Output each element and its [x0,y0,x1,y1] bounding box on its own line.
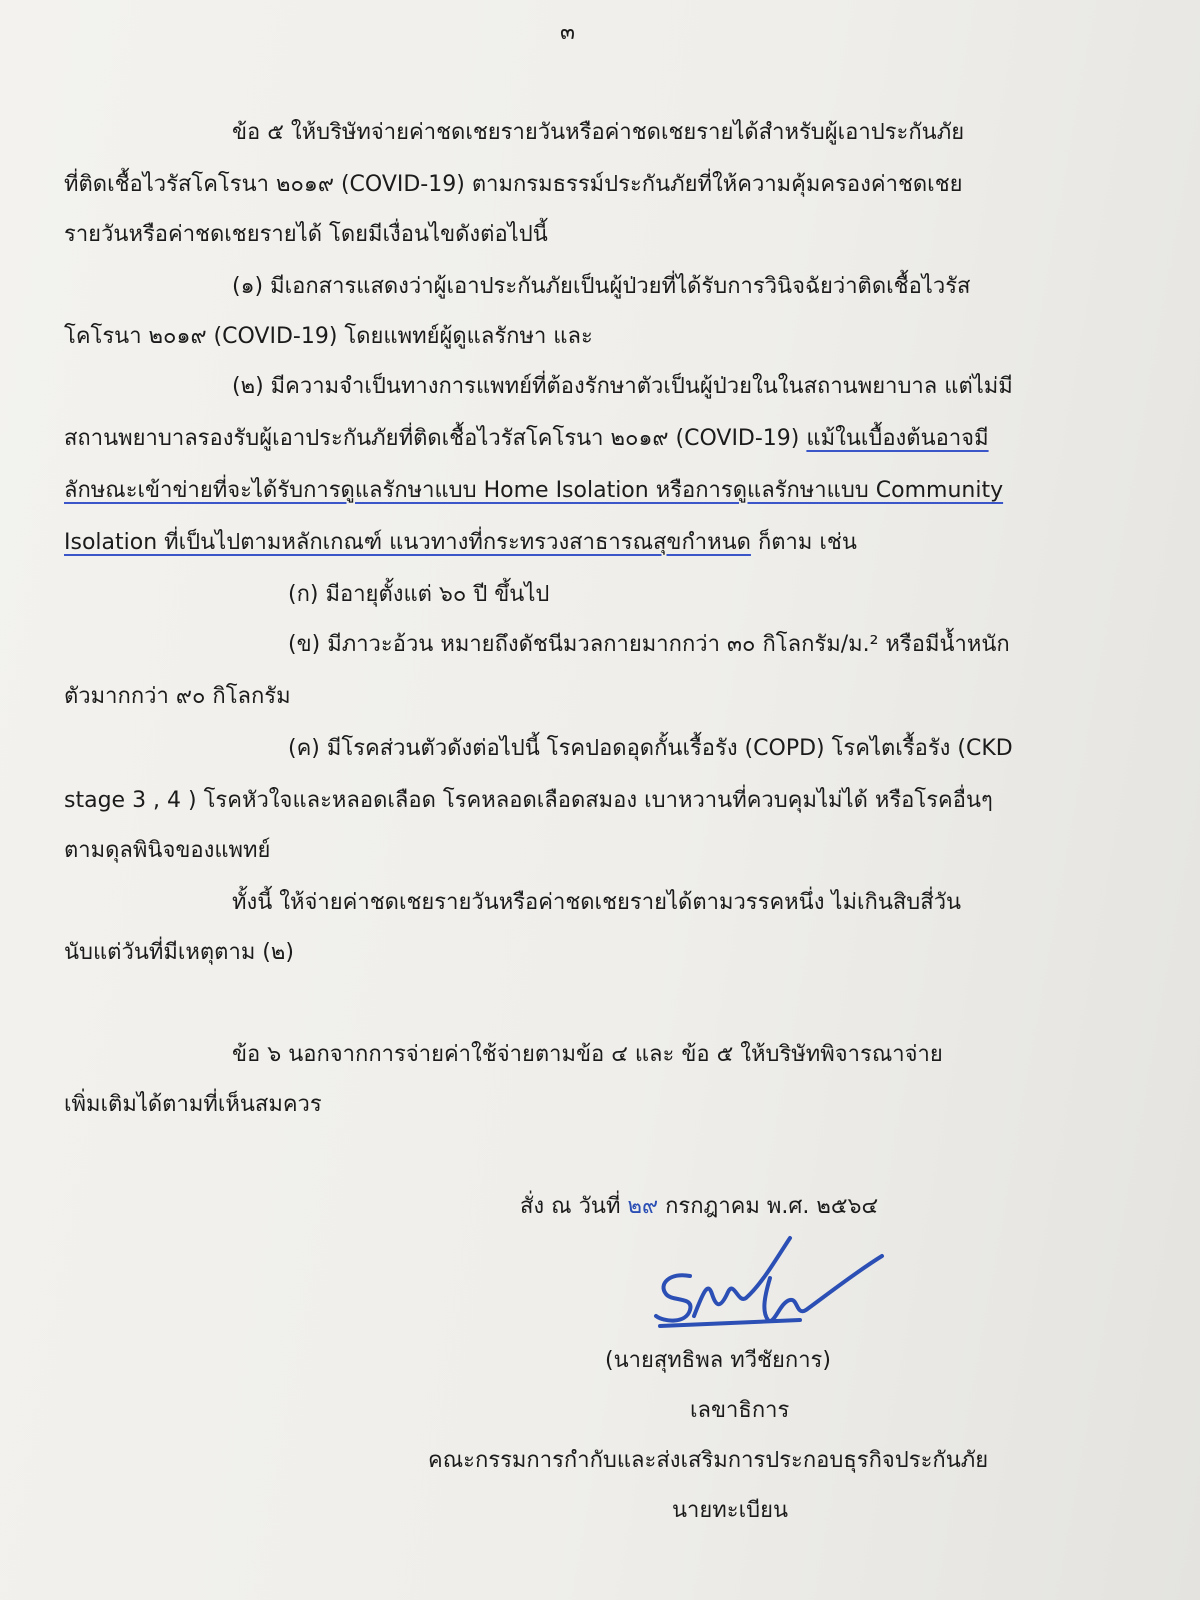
sub-item-c-line: stage 3 , 4 ) โรคหัวใจและหลอดเลือด โรคหลอดเลือดสมอง เบาหวานที่ควบคุมไม่ได้ หรือโรคอื่นๆ [64,788,993,813]
clause5-item2-line [64,528,857,558]
clause5-item2-text: ก็ตาม เช่น [750,530,857,555]
sub-item-c-line: ตามดุลพินิจของแพทย์ [64,838,271,863]
signatory-role: นายทะเบียน [672,1498,789,1523]
order-date-rest: กรกฎาคม พ.ศ. ๒๕๖๔ [658,1194,879,1219]
order-date-day: ๒๙ [627,1194,659,1219]
signature-image [650,1232,890,1342]
sub-item-b-line: ตัวมากกว่า ๙๐ กิโลกรัม [64,684,291,709]
sub-item-a: (ก) มีอายุตั้งแต่ ๖๐ ปี ขึ้นไป [288,582,550,607]
clause5-item2-line: (๒) มีความจำเป็นทางการแพทย์ที่ต้องรักษาตัวเป็นผู้ป่วยในในสถานพยาบาล แต่ไม่มี [232,374,1013,399]
order-date-prefix: สั่ง ณ วันที่ [520,1194,628,1219]
clause5-item2-text: สถานพยาบาลรองรับผู้เอาประกันภัยที่ติดเชื้อไวรัสโคโรนา ๒๐๑๙ (COVID-19) [64,426,807,451]
signatory-name: (นายสุทธิพล ทวีชัยการ) [605,1348,831,1373]
clause5-item2-line: ลักษณะเข้าข่ายที่จะได้รับการดูแลรักษาแบบ Home Isolation หรือการดูแลรักษาแบบ Community [64,478,1004,503]
clause5-item1-line: (๑) มีเอกสารแสดงว่าผู้เอาประกันภัยเป็นผู้ป่วยที่ได้รับการวินิจฉัยว่าติดเชื้อไวรัส [232,274,971,299]
clause5-item1-line: โคโรนา ๒๐๑๙ (COVID-19) โดยแพทย์ผู้ดูแลรักษา และ [64,324,593,349]
sub-item-c-line: (ค) มีโรคส่วนตัวดังต่อไปนี้ โรคปอดอุดกั้นเรื้อรัง (COPD) โรคไตเรื้อรัง (CKD [288,736,1013,761]
closing-line: นับแต่วันที่มีเหตุตาม (๒) [64,940,294,965]
clause5-item2-line [64,424,989,454]
clause5-line: ที่ติดเชื้อไวรัสโคโรนา ๒๐๑๙ (COVID-19) ตามกรมธรรม์ประกันภัยที่ให้ความคุ้มครองค่าชดเชย [64,172,963,197]
clause5-line: ข้อ ๕ ให้บริษัทจ่ายค่าชดเชยรายวันหรือค่าชดเชยรายได้สำหรับผู้เอาประกันภัย [232,120,965,145]
signatory-title: เลขาธิการ [690,1398,790,1423]
underlined-phrase: Isolation ที่เป็นไปตามหลักเกณฑ์ แนวทางที่กระทรวงสาธารณสุขกำหนด [64,530,751,555]
signatory-org: คณะกรรมการกำกับและส่งเสริมการประกอบธุรกิจประกันภัย [428,1448,989,1473]
closing-line: ทั้งนี้ ให้จ่ายค่าชดเชยรายวันหรือค่าชดเชยรายได้ตามวรรคหนึ่ง ไม่เกินสิบสี่วัน [232,890,962,915]
clause6-line: เพิ่มเติมได้ตามที่เห็นสมควร [64,1092,322,1117]
page-number: ๓ [560,20,576,45]
clause6-line: ข้อ ๖ นอกจากการจ่ายค่าใช้จ่ายตามข้อ ๔ และ ข้อ ๕ ให้บริษัทพิจารณาจ่าย [232,1042,943,1067]
underlined-phrase: แม้ในเบื้องต้นอาจมี [806,426,989,451]
order-date [520,1192,878,1222]
sub-item-b-line: (ข) มีภาวะอ้วน หมายถึงดัชนีมวลกายมากกว่า ๓๐ กิโลกรัม/ม.² หรือมีน้ำหนัก [288,632,1010,657]
clause5-line: รายวันหรือค่าชดเชยรายได้ โดยมีเงื่อนไขดังต่อไปนี้ [64,222,548,247]
